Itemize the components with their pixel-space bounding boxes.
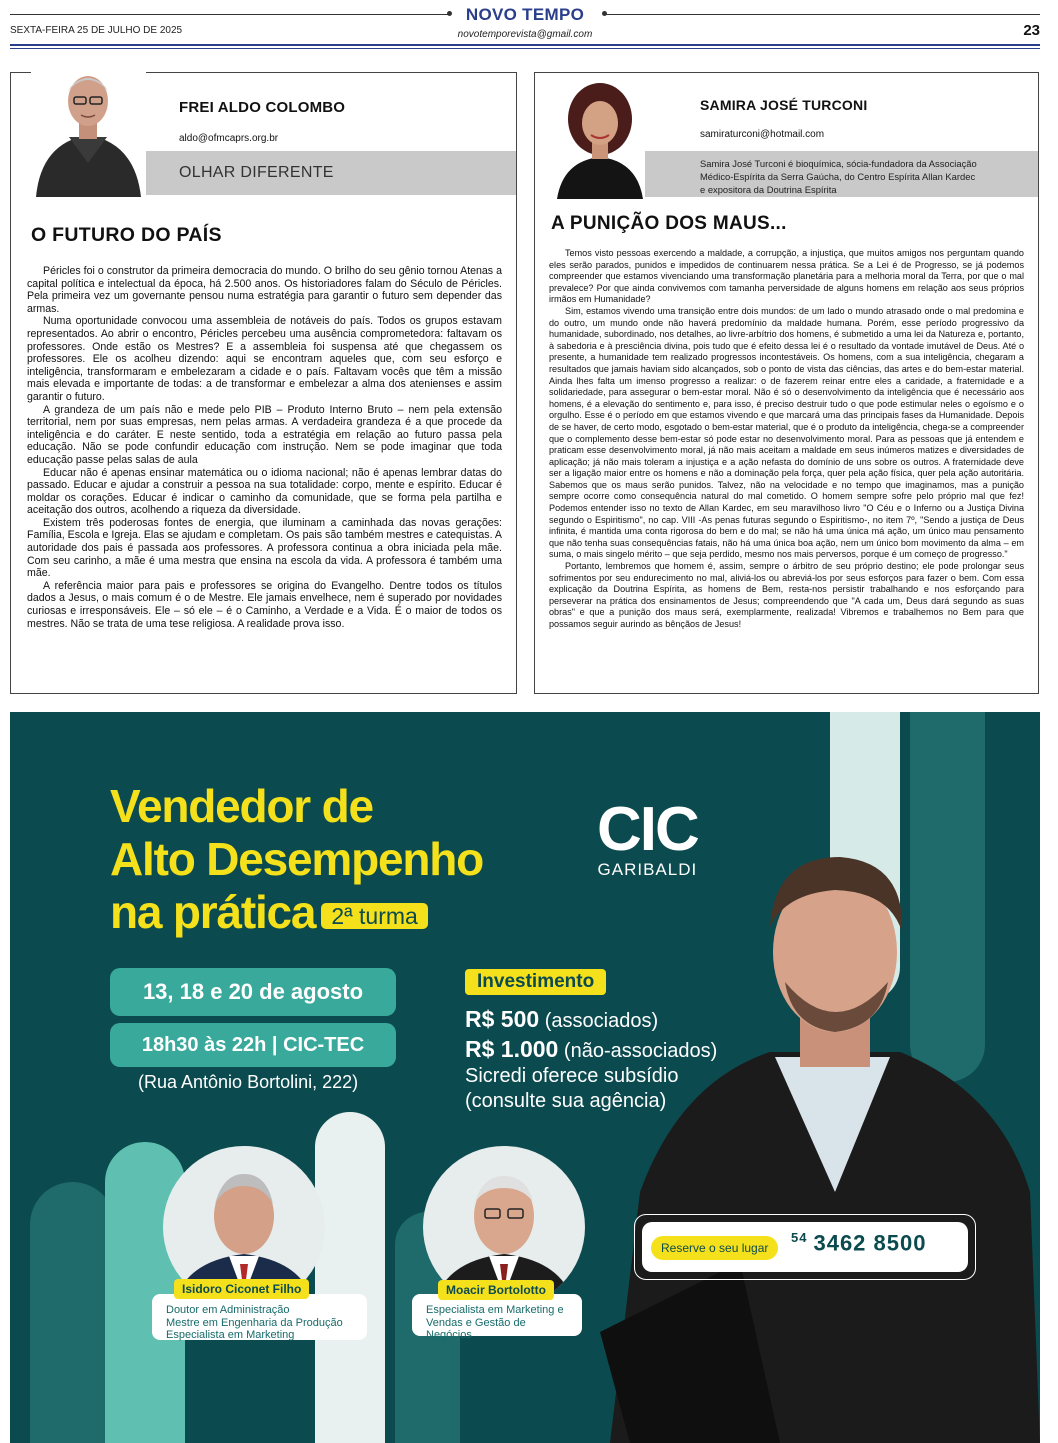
paragraph: Existem três poderosas fontes de energia, que iluminam a caminhada das novas gerações: Família, Escola e Igreja. Elas se ajudam e completam. Os pais são também mestres e catequistas. A autoridade dos pais é passada aos professores. A professora continua a obra iniciada pela mãe. Com seu carinho, a mãe é uma mestra que ensina na escola da vida. A professora é também uma mãe. <box>27 516 502 580</box>
time-place-pill: 18h30 às 22h | CIC-TEC <box>110 1023 396 1067</box>
column-left <box>10 72 517 694</box>
paragraph: Temos visto pessoas exercendo a maldade, a corrupção, a injustiça, que muitos amigos nos perguntam quando eles serão parados, punidos e impedidos de continuarem nessa prática. Se a Lei é de Progresso, se já podemos compreender que estamos vivenciando uma transformação planetária para a melhoria moral da Terra, por que o mal prevalece? Por que ainda convivemos com tamanha perversidade de alguns homens em relação aos seus próprios irmãos em Humanidade? <box>549 248 1024 305</box>
logo-sub: GARIBALDI <box>597 860 698 879</box>
price-note: (associados) <box>544 1010 659 1032</box>
ad-title <box>110 780 483 939</box>
decor-arch <box>30 1182 115 1443</box>
section-title: OLHAR DIFERENTE <box>179 164 334 181</box>
price-value: R$ 1.000 <box>465 1036 559 1062</box>
article-headline: A PUNIÇÃO DOS MAUS... <box>551 213 787 234</box>
masthead-divider <box>10 44 1040 46</box>
price-value: R$ 500 <box>465 1006 540 1032</box>
reserve-button[interactable]: Reserve o seu lugar <box>651 1236 778 1260</box>
author-photo-aldo <box>31 65 146 197</box>
paragraph: A grandeza de um país não e mede pelo PIB – Produto Interno Bruto – nem pela extensão territorial, nem por suas empresas, nem pelas armas. A verdadeira grandeza é a que procede da inteligência e do caráter. E neste sentido, toda a estratégia em relação ao futuro passa pela educação. Não se pode confundir educação com instrução. Nem se pode imaginar que toda educação passe pelas salas de aula <box>27 403 502 466</box>
dates-pill: 13, 18 e 20 de agosto <box>110 968 396 1016</box>
speaker1-desc-line: Mestre em Engenharia da Produção <box>166 1316 343 1329</box>
paragraph: Péricles foi o construtor da primeira democracia do mundo. O brilho do seu gênio tornou Atenas a capital política e intelectual da época, há 2.500 anos. Os historiadores falam do Século de Péricles. Pela primeira vez um governante pensou numa estratégia para garantir o futuro sem depender das armas. <box>27 265 502 315</box>
paragraph: Numa oportunidade convocou uma assembleia de notáveis do país. Todos os grupos estavam representados. Ao abrir o encontro, Péricles percebeu uma ausência comprometedora: faltavam os professores. Onde estão os Mestres? E a assembleia foi suspensa até que chegassem os professores. Ele os acolheu dizendo: aqui se encontram aqueles que, com seu esforço e inteligência, transformaram e embelezaram a cidade e o país. Faltavam vocês que têm a missão mais elevada e importante de todas: a de transformar e embelezar a alma dos atenienses e assim garantir o futuro. <box>27 315 502 403</box>
logo-main: CIC <box>597 795 698 864</box>
subsidy-note: (consulte sua agência) <box>465 1090 667 1112</box>
article-body <box>27 265 502 630</box>
article-body <box>549 248 1024 631</box>
paragraph: Portanto, lembremos que homem é, assim, sempre o árbitro de seu próprio destino; ele pode prolongar seus sofrimentos por seu endurecimento no mal, aliviá-los ou abreviá-los por seus esforços para fazer o bem. Com essa explicação da Doutrina Espírita, as homens de Bem, resta-nos persistir trabalhando e nos esforçando para perseverar na prática dos ensinamentos de Jesus; compreendendo que "A cada um, Deus dará segundo as suas obras" e que a punição dos maus será, exemplarmente, realizada! Vibremos e trabalhemos no Bem para que possamos seguir aurindo as bênçãos de Jesus! <box>549 561 1024 629</box>
ad-title-line: Vendedor de <box>110 780 373 832</box>
article-headline: O FUTURO DO PAÍS <box>31 224 222 246</box>
price-note: (não-associados) <box>563 1040 718 1062</box>
speaker1-name: Isidoro Ciconet Filho <box>174 1279 309 1299</box>
speaker2-desc-line: Vendas e Gestão de Negócios <box>426 1316 526 1341</box>
advertisement <box>10 712 1040 1443</box>
price-associates <box>465 1006 658 1033</box>
speaker1-desc-line: Especialista em Marketing <box>166 1329 295 1341</box>
paragraph: A referência maior para pais e professores se origina do Evangelho. Dentre todos os títulos dados a Jesus, o mais comum é o de Mestre. Ele jamais envelhece, nem é superado por novidades curiosas e irresponsáveis. Ele – só ele – é o Caminho, a Verdade e a Vida. É o maior de todos os mestres. Não se trata de uma tese religiosa. A realidade prova isso. <box>27 579 502 630</box>
phone-digits: 3462 8500 <box>813 1230 927 1256</box>
author-email: samiraturconi@hotmail.com <box>700 129 825 140</box>
ad-title-line: Alto Desempenho <box>110 833 484 885</box>
column-right <box>534 72 1039 694</box>
author-name: SAMIRA JOSÉ TURCONI <box>700 97 868 113</box>
speaker2-desc-line: Especialista em Marketing e <box>426 1304 564 1316</box>
event-address: (Rua Antônio Bortolini, 222) <box>138 1072 359 1092</box>
page-number: 23 <box>1023 22 1040 39</box>
investment-label: Investimento <box>465 969 606 995</box>
ad-title-line-text: na prática <box>110 886 316 938</box>
paragraph: Sim, estamos vivendo uma transição entre dois mundos: de um lado o mundo atrasado onde o mal predomina e do outro, um mundo onde não haverá predomínio da maldade humana. Porém, esse período progressivo da humanidade, subordinado, nos detalhes, ao livre-arbítrio dos homens, é submetido a uma lei da Natureza e, portanto, à sabedoria e à presciência divina, pois tudo que é efeito dessa lei é o resultado da vontade imutável de Deus. Até o presente, a humanidade tem realizado progressos incontestáveis. Os homens, com a sua inteligência, chegaram a resultados que jamais haviam sido alcançados, sob o ponto de vista das ciências, das artes e do bem-estar material. Ainda lhes falta um imenso progresso a realizar: o de fazerem reinar entre eles a caridade, a fraternidade e a solidariedade, para assegurar o bem-estar moral. Não é só o desenvolvimento da inteligência que é necessário aos homens, é a elevação do sentimento e, para isso, é preciso destruir tudo o que pode estimular neles o egoísmo e o orgulho. Esse é o período em que estamos vivendo e que marcará uma das principais fases da Humanidade. Depois de se haver, de certo modo, esgotado o bem-estar material, que é o produto da inteligência, chega-se a compreender que o complemento desse bem-estar só pode estar no desenvolvimento moral. Para as pessoas que já entendem e praticam esse desenvolvimento moral, já não mais aceitam a maldade em seus inúmeros matizes e diversidades de aplicação; já não mais toleram a injustiça e a ação nefasta do domínio de uns sobre os outros. A fraternidade deve ser a ligação maior entre os homens e não a dominação pela força, quer pela ação física, quer pela ação autoritária. Sabemos que os maus serão punidos. Talvez, não na velocidade e no tempo que imaginamos, mas a punição sempre ocorre como consequência natural do mal cometido. O homem sempre sofre pelo próprio mal que fez! Podemos entender isso no texto de Allan Kardec, em seu maravilhoso livro "O Céu e o Inferno ou a Justiça Divina segundo o Espiritismo", no cap. VIII -As penas futuras segundo o Espiritismo-, no item 7º, "Sendo a justiça de Deus infinita, é mantida uma conta rigorosa do bem e do mal; se não há uma única má ação, um único mau pensamento que não tenha suas consequências fatais, não há uma única boa ação, nem um único bom movimento da alma – em suma, o mais singelo mérito – que seja perdido, mesmo nos mais perversos, porque é um começo de progresso." <box>549 305 1024 560</box>
speaker1-description <box>152 1294 367 1340</box>
speaker2-description <box>412 1294 582 1341</box>
phone-number <box>791 1230 926 1256</box>
turma-badge: 2ª turma <box>321 903 428 929</box>
speaker1-desc-line: Doutor em Administração <box>166 1304 290 1316</box>
subsidy-line: Sicredi oferece subsídio <box>465 1065 679 1087</box>
speaker2-name: Moacir Bortolotto <box>438 1280 554 1300</box>
author-email: aldo@ofmcaprs.org.br <box>179 133 279 144</box>
newspaper-email: novotemporevista@gmail.com <box>457 29 593 40</box>
masthead <box>10 0 1040 50</box>
decor-arch <box>315 1112 385 1443</box>
salesman-photo <box>570 832 1040 1443</box>
newspaper-title: NOVO TEMPO <box>465 5 585 24</box>
price-non-associates <box>465 1036 717 1063</box>
author-name: FREI ALDO COLOMBO <box>179 99 346 116</box>
masthead-divider-thin <box>10 48 1040 49</box>
phone-ddd: 54 <box>791 1230 808 1245</box>
author-bio: Samira José Turconi é bioquímica, sócia-fundadora da Associação Médico-Espírita da Serra Gaúcha, do Centro Espírita Allan Kardec e expositora da Doutrina Espírita <box>700 158 977 195</box>
paragraph: Educar não é apenas ensinar matemática ou o idioma nacional; não é apenas lembrar datas do passado. Educar e ajudar a construir a pessoa na sua totalidade: corpo, mente e espírito. Educar é moldar os corações. Educar é indicar o caminho da comunidade, que se forma pela partilha e aceitação dos outros, acolhendo a riqueza da diversidade. <box>27 466 502 517</box>
author-photo-samira <box>555 77 645 199</box>
issue-date: SEXTA-FEIRA 25 DE JULHO DE 2025 <box>10 25 183 36</box>
cic-logo <box>597 795 698 880</box>
ad-title-line <box>110 886 483 939</box>
